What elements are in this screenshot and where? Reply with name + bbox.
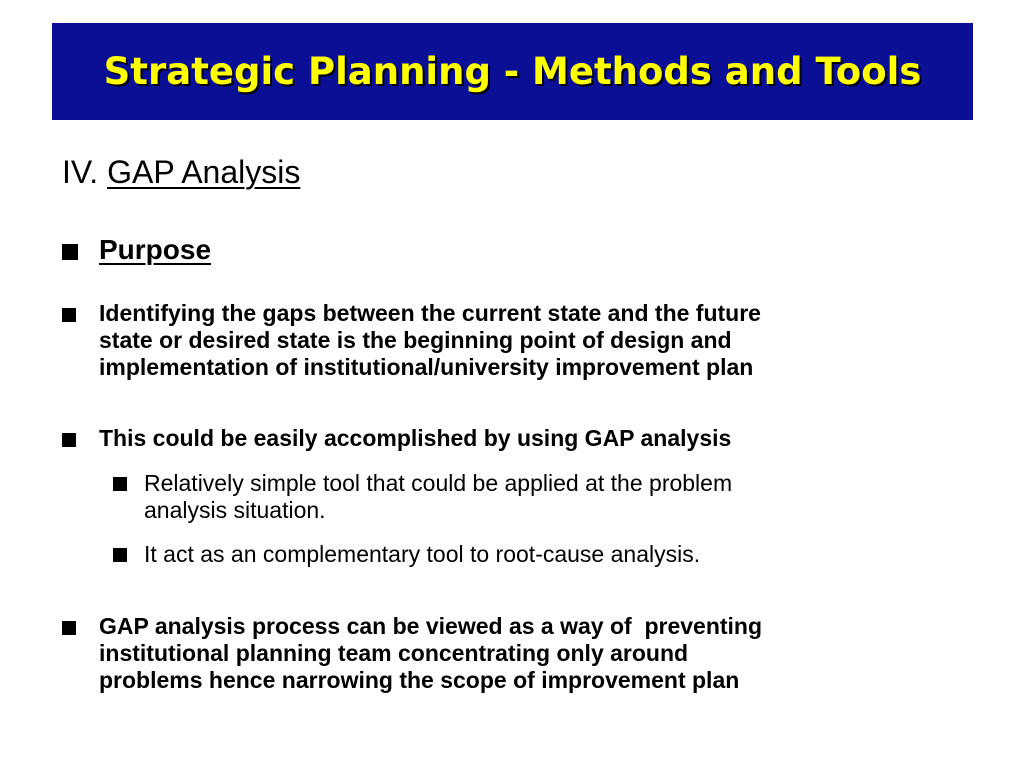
bullet-line: analysis situation.: [144, 497, 326, 523]
bullet-gap-process: [62, 613, 762, 694]
sub-bullet-simple-tool: [113, 470, 732, 524]
section-topic: GAP Analysis: [107, 154, 301, 190]
slide-title-bar: [52, 23, 973, 120]
square-bullet-icon: [113, 477, 127, 491]
bullet-line: problems hence narrowing the scope of improvement plan: [99, 667, 740, 693]
sub-bullet-text: [144, 470, 732, 524]
square-bullet-icon: [113, 548, 127, 562]
purpose-label: Purpose: [99, 234, 212, 265]
bullet-line: state or desired state is the beginning point of design and: [99, 327, 732, 353]
bullet-text: [99, 300, 761, 381]
sub-bullet-complementary-tool: [113, 541, 700, 568]
square-bullet-icon: [62, 621, 76, 635]
bullet-text: [99, 613, 762, 694]
section-heading: [62, 152, 300, 192]
bullet-gap-analysis-usage: [62, 425, 731, 452]
bullet-line: Relatively simple tool that could be applied at the problem: [144, 470, 733, 496]
square-bullet-icon: [62, 308, 76, 322]
square-bullet-icon: [62, 433, 76, 447]
bullet-line: GAP analysis process can be viewed as a way of preventing: [99, 613, 763, 639]
bullet-purpose: [62, 233, 211, 267]
bullet-line: institutional planning team concentrating only around: [99, 640, 689, 666]
sub-bullet-text: It act as an complementary tool to root-cause analysis.: [144, 541, 701, 567]
bullet-text: This could be easily accomplished by using GAP analysis: [99, 425, 732, 451]
section-number: IV.: [62, 154, 99, 190]
bullet-gaps-identification: [62, 300, 761, 381]
bullet-line: implementation of institutional/university improvement plan: [99, 354, 754, 380]
square-bullet-icon: [62, 244, 78, 260]
bullet-line: Identifying the gaps between the current state and the future: [99, 300, 761, 326]
slide-title: Strategic Planning - Methods and Tools: [103, 50, 922, 93]
